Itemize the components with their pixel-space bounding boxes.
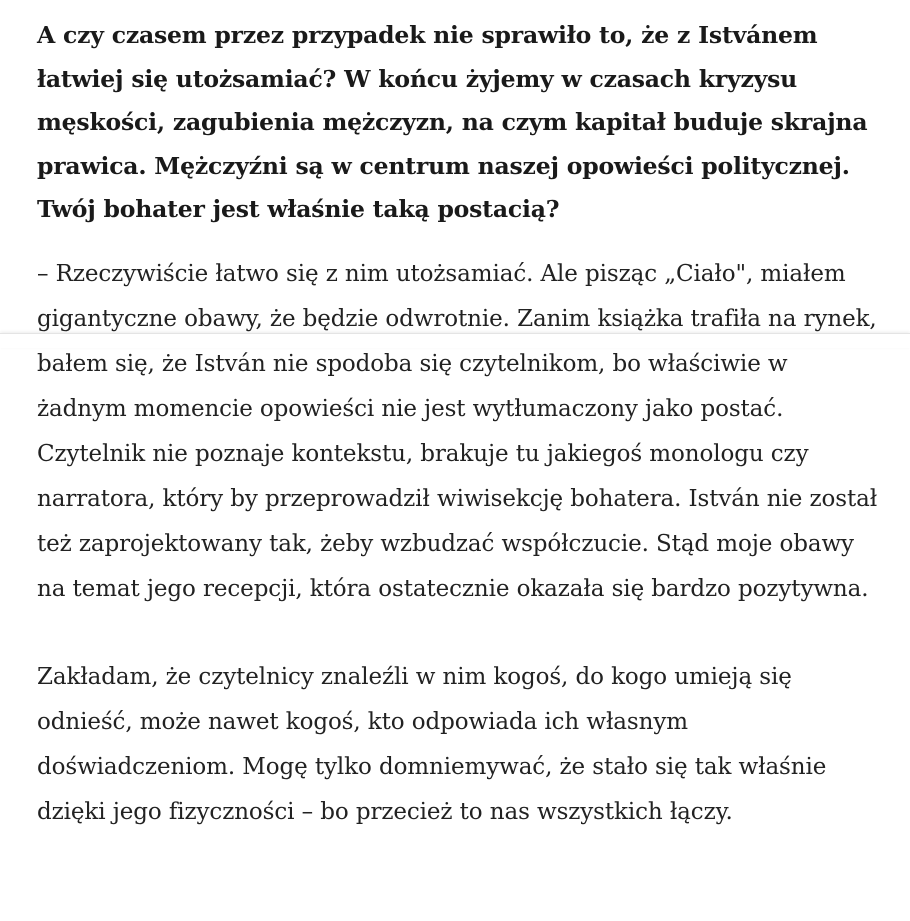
sticky-header-shadow xyxy=(0,333,910,348)
interview-question: A czy czasem przez przypadek nie sprawiło to, że z Istvánem łatwiej się utożsamiać? W końcu żyjemy w czasach kryzysu męskości, zagubienia mężczyzn, na czym kapitał buduje skrajna prawica. Mężczyźni są w centrum naszej opowieści politycznej. Twój bohater jest właśnie taką postacią? xyxy=(37,21,868,224)
interview-answer-paragraph: – Rzeczywiście łatwo się z nim utożsamiać. Ale pisząc „Ciało", miałem gigantyczne obawy, że będzie odwrotnie. Zanim książka trafiła na rynek, bałem się, że István nie spodoba się czytelnikom, bo właściwie w żadnym momencie opowieści nie jest wytłumaczony jako postać. Czytelnik nie poznaje kontekstu, brakuje tu jakiegoś monologu czy narratora, który by przeprowadził wiwisekcję bohatera. István nie został też zaprojektowany tak, żeby wzbudzać współczucie. Stąd moje obawy na temat jego recepcji, która ostatecznie okazała się bardzo pozytywna. xyxy=(37,260,878,602)
interview-answer-paragraph: Zakładam, że czytelnicy znaleźli w nim kogoś, do kogo umieją się odnieść, może nawet kogoś, kto odpowiada ich własnym doświadczeniom. Mogę tylko domniemywać, że stało się tak właśnie dzięki jego fizyczności – bo przecież to nas wszystkich łączy. xyxy=(37,663,827,825)
article-body xyxy=(37,14,882,835)
